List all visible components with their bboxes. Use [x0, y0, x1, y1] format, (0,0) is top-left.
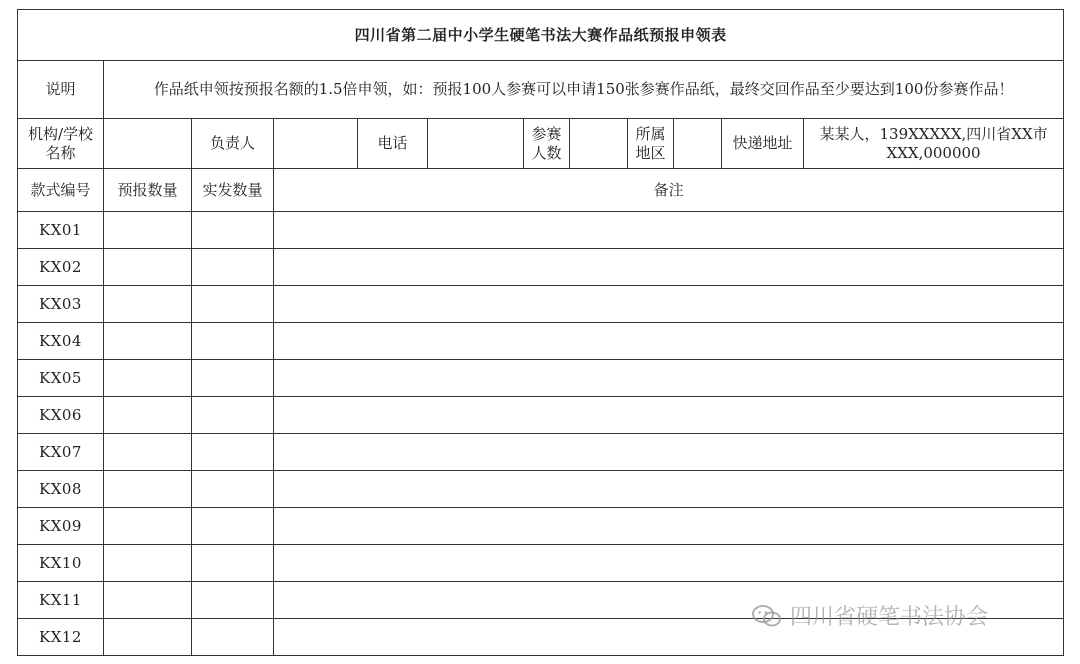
issued-quantity-cell[interactable] — [192, 397, 274, 434]
issued-quantity-cell[interactable] — [192, 212, 274, 249]
table-row — [18, 471, 1064, 508]
table-row — [18, 212, 1064, 249]
remarks-cell[interactable] — [274, 249, 1064, 286]
table-row — [18, 397, 1064, 434]
style-code: KX03 — [18, 286, 104, 323]
remarks-cell[interactable] — [274, 471, 1064, 508]
watermark-text: 四川省硬笔书法协会 — [790, 605, 989, 630]
remarks-cell[interactable] — [274, 323, 1064, 360]
style-code: KX10 — [18, 545, 104, 582]
table-row — [18, 508, 1064, 545]
org-name-label: 机构/学校 名称 — [18, 119, 104, 169]
table-row — [18, 545, 1064, 582]
org-name-cell[interactable] — [104, 119, 192, 169]
style-code: KX04 — [18, 323, 104, 360]
table-row — [18, 249, 1064, 286]
address-cell[interactable]: 某某人，139XXXXX,四川省XX市 XXX,000000 — [804, 119, 1064, 169]
note-label: 说明 — [18, 61, 104, 119]
issued-quantity-cell[interactable] — [192, 508, 274, 545]
remarks-cell[interactable] — [274, 286, 1064, 323]
style-code: KX11 — [18, 582, 104, 619]
remarks-cell[interactable] — [274, 434, 1064, 471]
issued-quantity-cell[interactable] — [192, 360, 274, 397]
remarks-cell[interactable] — [274, 397, 1064, 434]
issued-quantity-cell[interactable] — [192, 471, 274, 508]
remarks-cell[interactable] — [274, 545, 1064, 582]
issued-quantity-cell[interactable] — [192, 286, 274, 323]
phone-cell[interactable] — [428, 119, 524, 169]
reported-quantity-cell[interactable] — [104, 249, 192, 286]
reported-quantity-cell[interactable] — [104, 397, 192, 434]
style-code: KX01 — [18, 212, 104, 249]
remarks-cell[interactable] — [274, 508, 1064, 545]
person-cell[interactable] — [274, 119, 358, 169]
application-form-table — [17, 9, 1064, 656]
style-code: KX06 — [18, 397, 104, 434]
wechat-icon — [752, 604, 782, 628]
style-code: KX12 — [18, 619, 104, 656]
reported-quantity-cell[interactable] — [104, 434, 192, 471]
person-label: 负责人 — [192, 119, 274, 169]
col-header-reported: 预报数量 — [104, 169, 192, 212]
style-rows — [18, 212, 1064, 656]
col-header-code: 款式编号 — [18, 169, 104, 212]
issued-quantity-cell[interactable] — [192, 582, 274, 619]
address-label: 快递地址 — [722, 119, 804, 169]
table-row — [18, 434, 1064, 471]
watermark — [752, 600, 988, 631]
issued-quantity-cell[interactable] — [192, 619, 274, 656]
reported-quantity-cell[interactable] — [104, 360, 192, 397]
reported-quantity-cell[interactable] — [104, 286, 192, 323]
issued-quantity-cell[interactable] — [192, 249, 274, 286]
remarks-cell[interactable] — [274, 360, 1064, 397]
reported-quantity-cell[interactable] — [104, 582, 192, 619]
participant-count-cell[interactable] — [570, 119, 628, 169]
reported-quantity-cell[interactable] — [104, 323, 192, 360]
issued-quantity-cell[interactable] — [192, 545, 274, 582]
table-row — [18, 323, 1064, 360]
col-header-remarks: 备注 — [274, 169, 1064, 212]
issued-quantity-cell[interactable] — [192, 434, 274, 471]
reported-quantity-cell[interactable] — [104, 471, 192, 508]
participant-count-label: 参赛 人数 — [524, 119, 570, 169]
style-code: KX08 — [18, 471, 104, 508]
issued-quantity-cell[interactable] — [192, 323, 274, 360]
style-code: KX02 — [18, 249, 104, 286]
region-label: 所属 地区 — [628, 119, 674, 169]
note-text: 作品纸申领按预报名额的1.5倍申领，如：预报100人参赛可以申请150张参赛作品纸，最终交回作品至少要达到100份参赛作品！ — [104, 61, 1064, 119]
reported-quantity-cell[interactable] — [104, 508, 192, 545]
style-code: KX07 — [18, 434, 104, 471]
style-code: KX09 — [18, 508, 104, 545]
table-row — [18, 286, 1064, 323]
reported-quantity-cell[interactable] — [104, 212, 192, 249]
style-code: KX05 — [18, 360, 104, 397]
col-header-issued: 实发数量 — [192, 169, 274, 212]
form-title: 四川省第二届中小学生硬笔书法大赛作品纸预报申领表 — [18, 10, 1064, 61]
reported-quantity-cell[interactable] — [104, 545, 192, 582]
phone-label: 电话 — [358, 119, 428, 169]
table-row — [18, 360, 1064, 397]
reported-quantity-cell[interactable] — [104, 619, 192, 656]
region-cell[interactable] — [674, 119, 722, 169]
remarks-cell[interactable] — [274, 212, 1064, 249]
